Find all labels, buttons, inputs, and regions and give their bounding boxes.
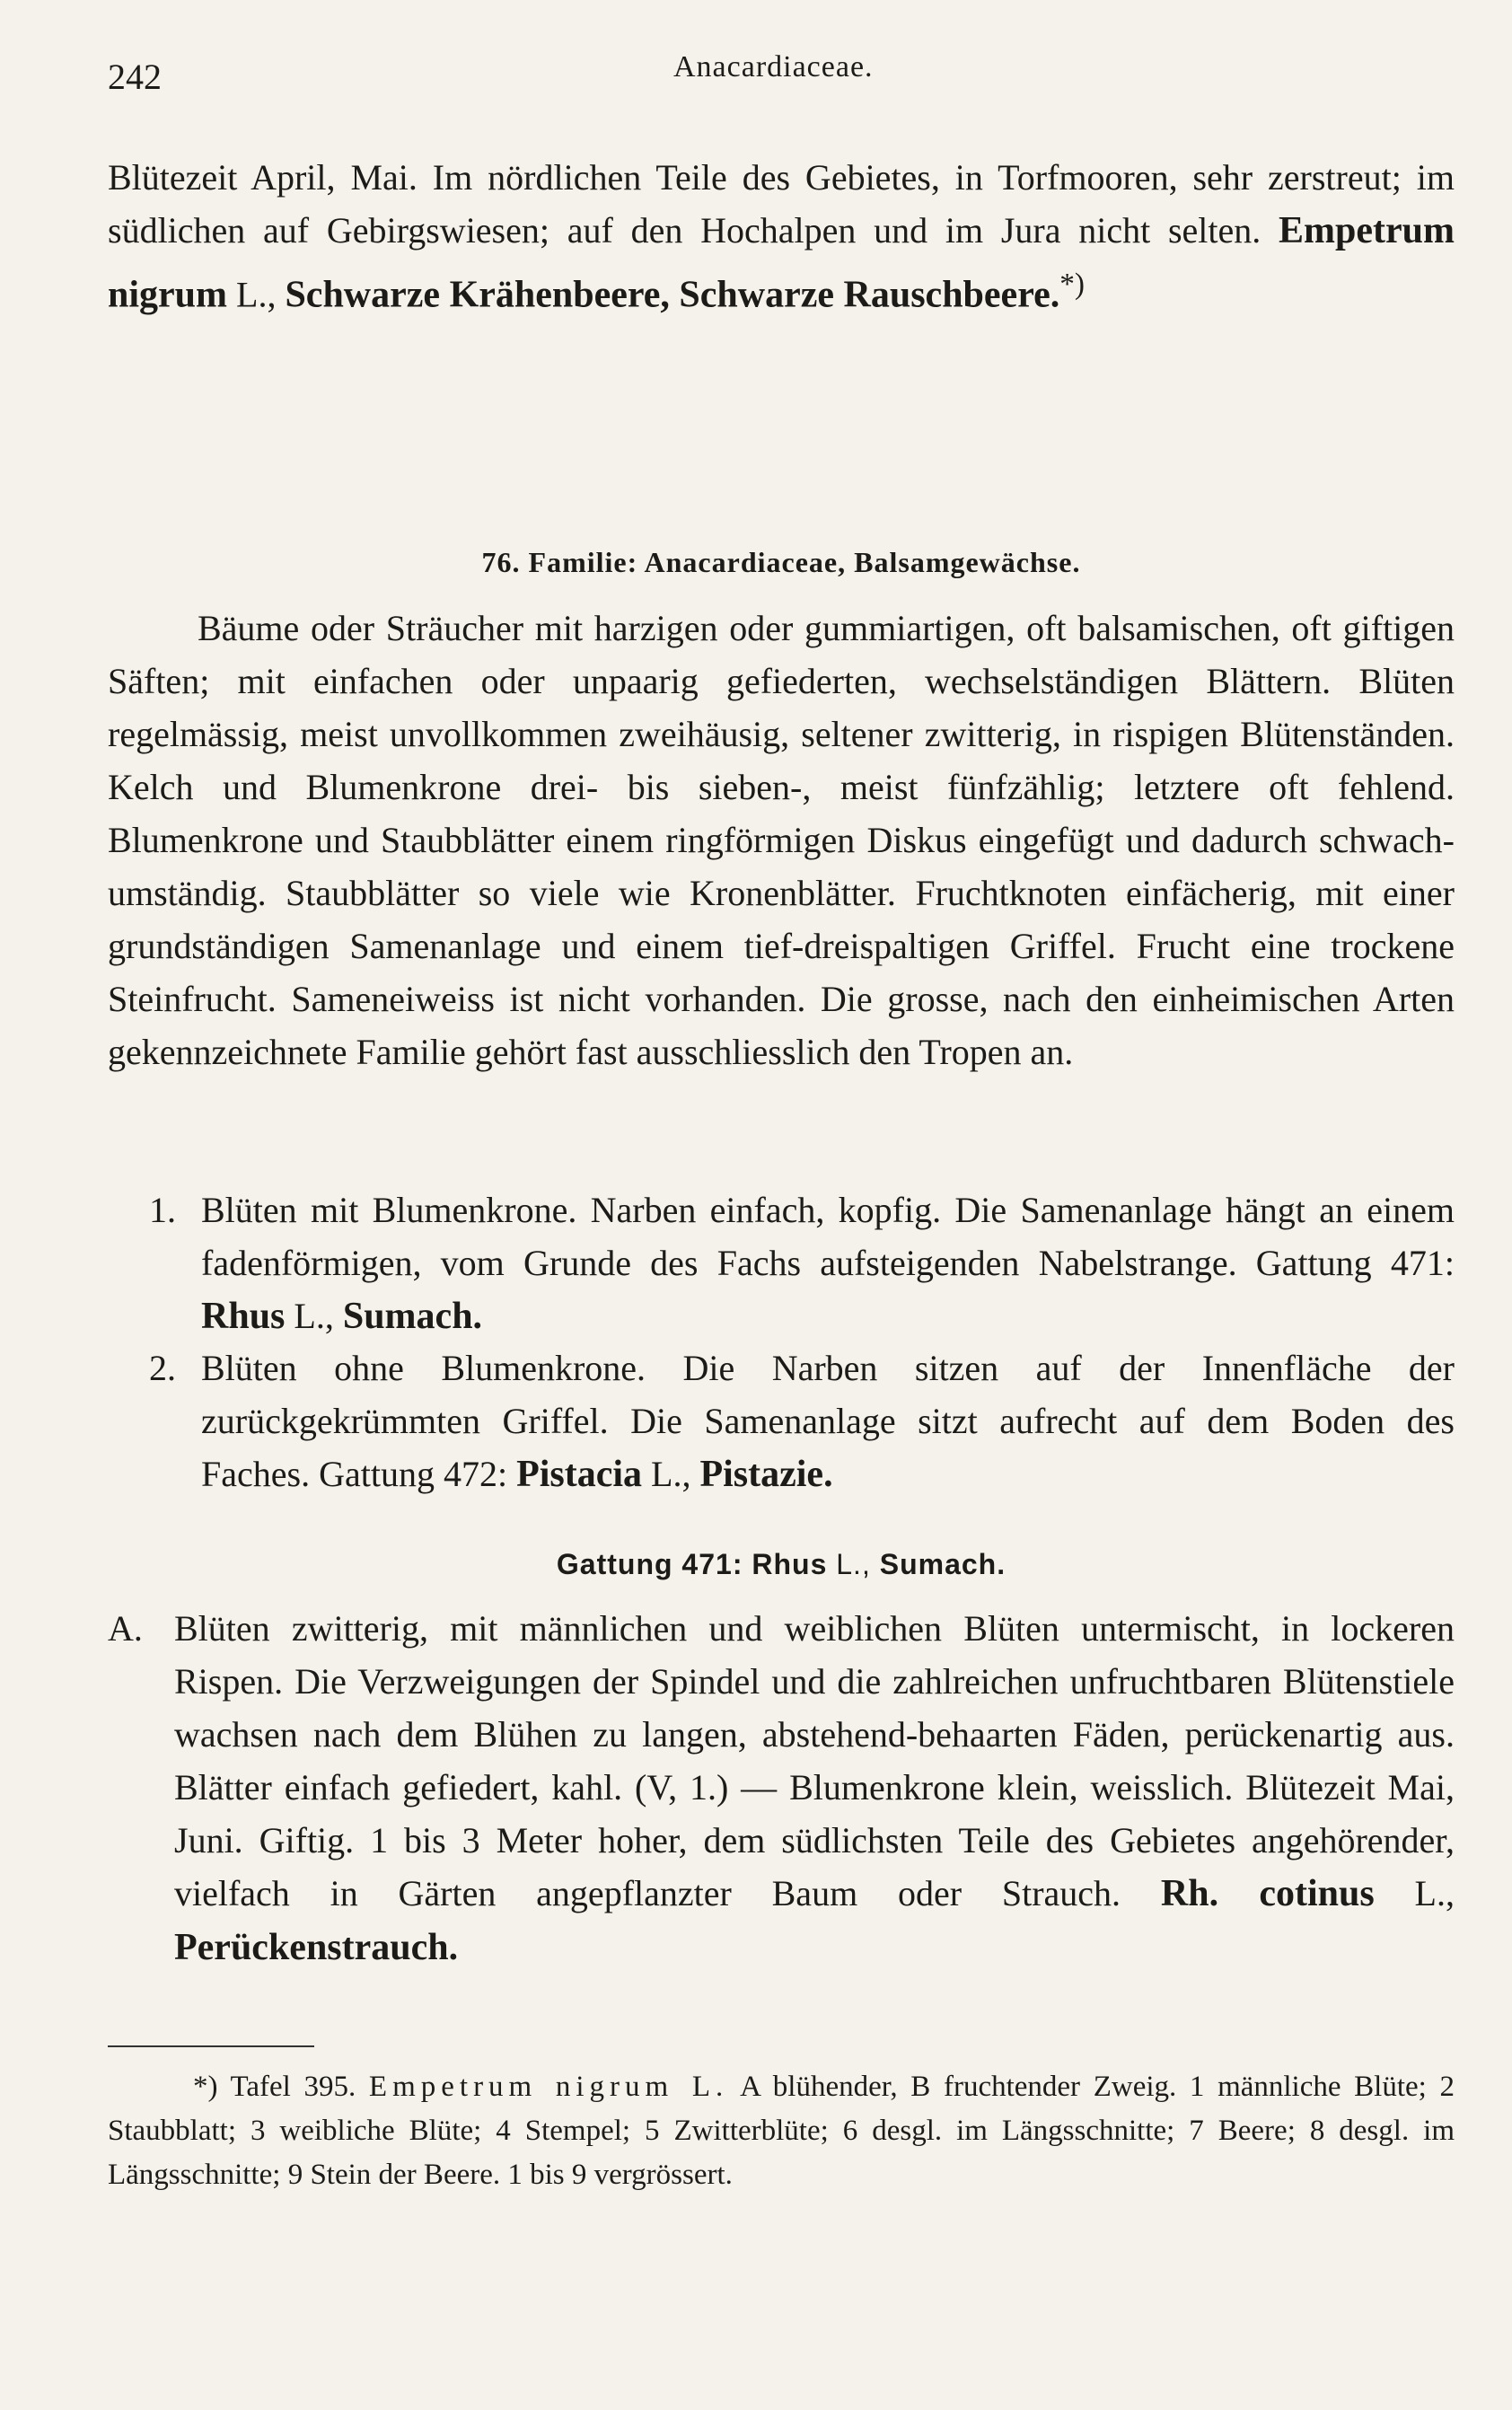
genus-common-name: Pistazie. bbox=[699, 1454, 833, 1495]
key-item-1 bbox=[108, 1183, 1455, 1343]
footnote-text: A blühender, B fruchtender Zweig. 1 männliche Blüte; 2 Staubblatt; 3 weibliche Blüte; 4 Stempel; 5 Zwitterblüte; 6 desgl. im Längsschnitte; 7 Beere; 8 desgl. im Längsschnitte; 9 Stein der Beere. 1 bis 9 vergrössert. bbox=[108, 2071, 1455, 2191]
family-number: 76. bbox=[481, 546, 521, 578]
key-item-2 bbox=[108, 1341, 1455, 1501]
footnote bbox=[108, 2065, 1455, 2197]
genus-name: Rhus bbox=[201, 1296, 286, 1337]
genus-common-name: Sumach. bbox=[342, 1296, 483, 1337]
footnote-species: Empetrum nigrum L. bbox=[368, 2071, 729, 2103]
species-name: Empetrum nigrum bbox=[108, 210, 1455, 316]
footnote-marker: *) bbox=[1059, 268, 1085, 301]
species-entry-author: L., bbox=[1414, 1873, 1455, 1913]
genus-author: L., bbox=[294, 1296, 334, 1336]
footnote-ref: *) Tafel 395. bbox=[193, 2071, 356, 2103]
species-entry-text: Blüten zwitterig, mit männlichen und weiblichen Blüten untermischt, in lockeren Rispen. Die Verzweigungen der Spindel und die zahlreichen unfruchtbaren Blütenstiele wachsen nach dem Blühen zu langen, abstehend-behaarten Fäden, perückenartig aus. Blätter einfach gefiedert, kahl. (V, 1.) — Blumenkrone klein, weisslich. Blütezeit Mai, Juni. Giftig. 1 bis 3 Meter hoher, dem südlichsten Teile des Gebietes angehörender, vielfach in Gärten angepflanzter Baum oder Strauch. bbox=[174, 1608, 1455, 1913]
family-name: Anacardiaceae, Balsamgewächse. bbox=[644, 546, 1081, 578]
page-header bbox=[108, 47, 1455, 97]
species-entry-name: Rh. cotinus bbox=[1160, 1873, 1375, 1914]
genus-name: Pistacia bbox=[516, 1454, 643, 1495]
key-item-marker: 2. bbox=[149, 1348, 176, 1388]
key-item-text: Blüten mit Blumenkrone. Narben einfach, kopfig. Die Samenanlage hängt an einem fadenförmigen, vom Grunde des Fachs aufsteigenden Nabelstrange. Gattung 471: bbox=[201, 1190, 1455, 1283]
page-number: 242 bbox=[108, 57, 162, 97]
family-description bbox=[108, 602, 1455, 1078]
family-description-text: Bäume oder Sträucher mit harzigen oder gummiartigen, oft balsamischen, oft giftigen Säften; mit einfachen oder unpaarig gefiederten, wechselständigen Blättern. Blüten regelmässig, meist unvollkommen zweihäusig, seltener zwitterig, in rispigen Blütenständen. Kelch und Blumenkrone drei- bis sieben-, meist fünfzählig; letztere oft fehlend. Blumenkrone und Staubblätter einem ringförmigen Diskus eingefügt und dadurch schwach-umständig. Staubblätter so viele wie Kronenblätter. Fruchtknoten einfächerig, mit einer grundständigen Samenanlage und einem tief-dreispaltigen Griffel. Frucht eine trockene Steinfrucht. Sameneiweiss ist nicht vorhanden. Die grosse, nach den einheimischen Arten gekennzeichnete Familie gehört fast ausschliesslich den Tropen an. bbox=[108, 608, 1455, 1072]
genus-heading-prefix: Gattung 471: bbox=[556, 1548, 743, 1580]
genus-heading bbox=[108, 1548, 1455, 1581]
key-item-text: Blüten ohne Blumenkrone. Die Narben sitzen auf der Innenfläche der zurückgekrümmten Griffel. Die Samenanlage sitzt aufrecht auf dem Boden des Faches. Gattung 472: bbox=[201, 1348, 1455, 1494]
genus-heading-author: L., bbox=[836, 1548, 871, 1580]
intro-text: Blütezeit April, Mai. Im nördlichen Teile des Gebietes, in Torfmooren, sehr zerstreut; im südlichen auf Gebirgswiesen; auf den Hochalpen und im Jura nicht selten. bbox=[108, 157, 1455, 251]
key-item-marker: 1. bbox=[149, 1190, 176, 1230]
footnote-divider bbox=[108, 2045, 314, 2047]
species-entry-common: Perückenstrauch. bbox=[174, 1927, 459, 1968]
species-entry-marker: A. bbox=[108, 1608, 143, 1649]
family-heading bbox=[108, 546, 1455, 579]
intro-paragraph bbox=[108, 151, 1455, 321]
genus-author: L., bbox=[651, 1454, 691, 1494]
common-names: Schwarze Krähenbeere, Schwarze Rauschbeere. bbox=[285, 274, 1060, 316]
species-author: L., bbox=[236, 274, 277, 315]
genus-heading-common: Sumach. bbox=[879, 1548, 1007, 1580]
genus-heading-name: Rhus bbox=[752, 1548, 828, 1580]
family-label: Familie: bbox=[528, 546, 638, 578]
running-title: Anacardiaceae. bbox=[673, 50, 874, 84]
species-entry-a bbox=[108, 1602, 1455, 1975]
